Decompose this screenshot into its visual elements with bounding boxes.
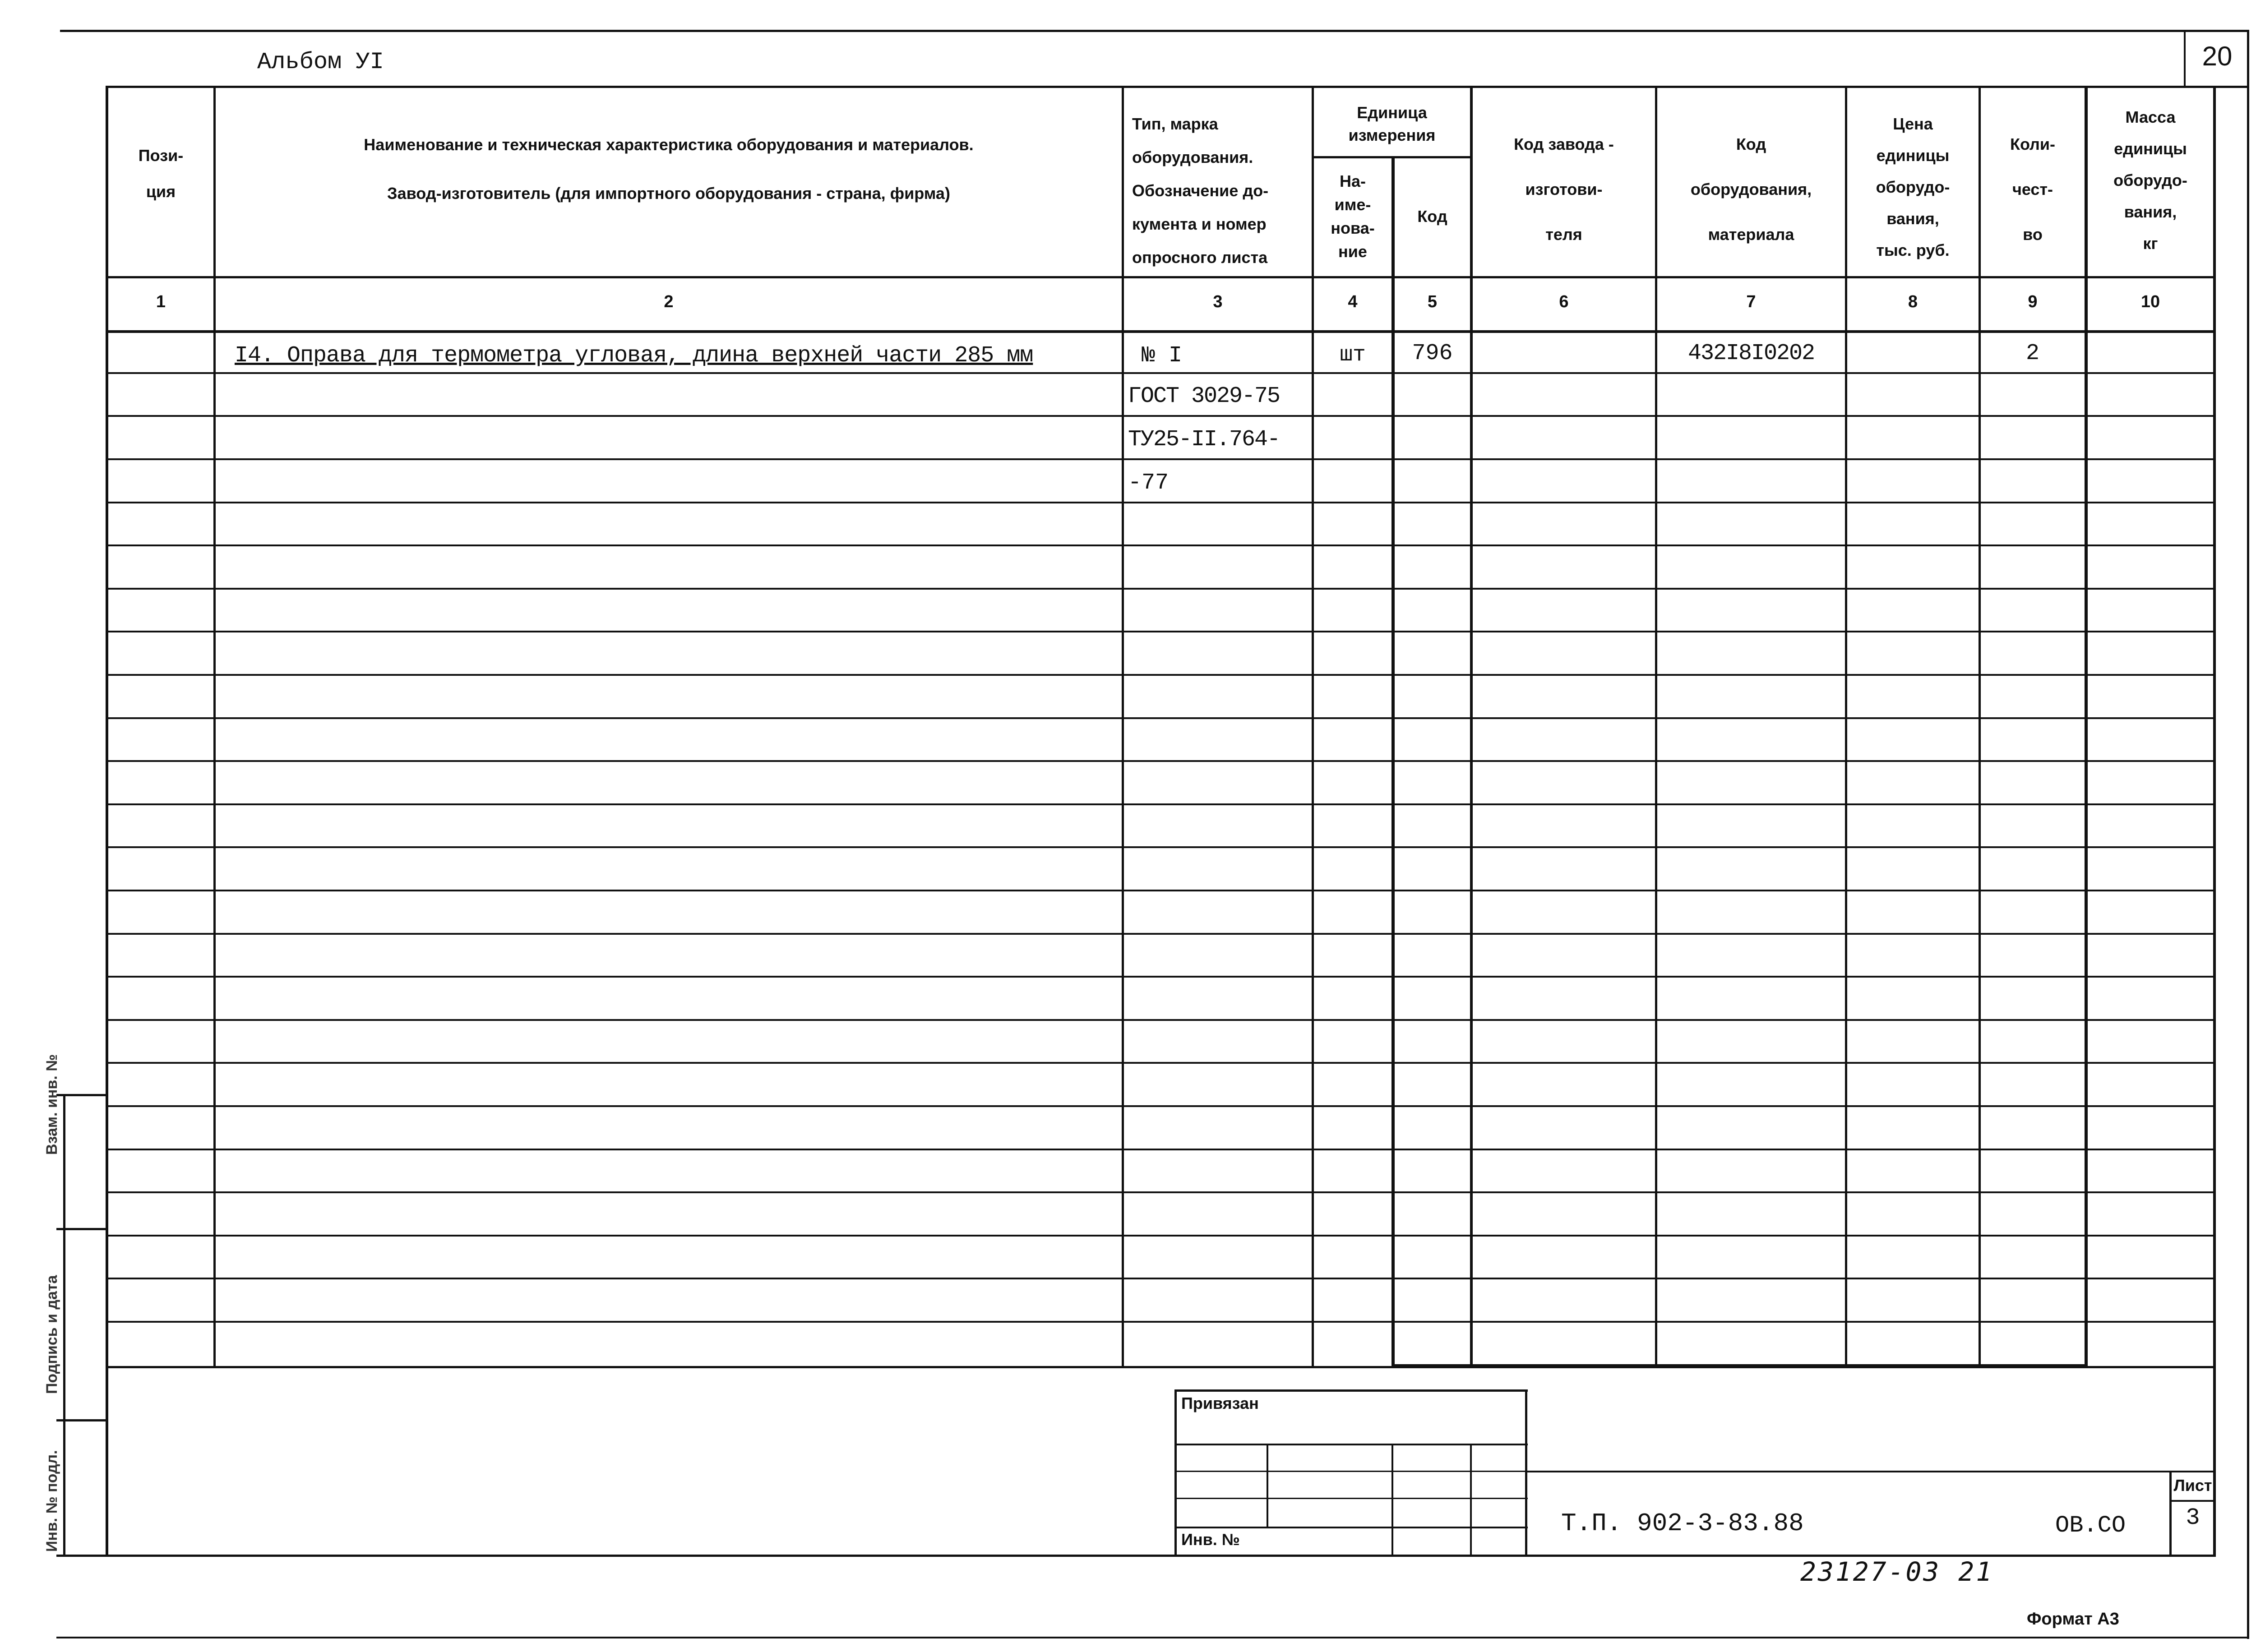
bound-box-row-1 xyxy=(1174,1444,1528,1445)
colnum-7: 7 xyxy=(1746,292,1756,311)
sheet-label: Лист xyxy=(2173,1476,2212,1495)
table-right-border xyxy=(2213,86,2216,1556)
colnum-3: 3 xyxy=(1213,292,1223,311)
header-text: единицы xyxy=(1876,146,1950,165)
item-type-mark-line-1: № I xyxy=(1142,343,1183,369)
doc-code: Т.П. 902-3-83.88 xyxy=(1561,1509,1804,1538)
item-unit-name: шт xyxy=(1340,343,1366,367)
sheet-number: 3 xyxy=(2186,1504,2200,1531)
header-text: тыс. руб. xyxy=(1876,241,1950,259)
item-equipment-code: 432I8I0202 xyxy=(1687,341,1815,366)
item-type-mark-line-2: ГОСТ 3029-75 xyxy=(1128,383,1280,409)
header-text: изготови- xyxy=(1525,180,1603,198)
bound-box-right xyxy=(1525,1389,1527,1556)
header-equipment-code xyxy=(1657,113,1845,266)
bound-box-row-3 xyxy=(1174,1498,1528,1499)
side-label-signature-date xyxy=(43,1204,61,1394)
header-text: кумента и номер xyxy=(1132,215,1267,233)
unit-group-divider xyxy=(1313,156,1471,158)
header-text: Масса xyxy=(2125,108,2176,126)
colnum-8: 8 xyxy=(1908,292,1918,311)
frame-top-line xyxy=(60,30,2249,32)
header-text: чест- xyxy=(2012,180,2053,198)
col-divider-3 xyxy=(1312,86,1314,1367)
header-text: ние xyxy=(1338,242,1367,261)
colnum-4: 4 xyxy=(1348,292,1358,311)
row-line xyxy=(106,502,2214,503)
col-divider-9 xyxy=(2085,86,2088,1367)
header-text: кг xyxy=(2143,234,2158,253)
frame-right-line xyxy=(2247,30,2249,1639)
bound-box-col-1 xyxy=(1267,1444,1268,1527)
header-unit-code xyxy=(1395,162,1470,271)
doc-suffix: ОВ.СО xyxy=(2055,1512,2126,1539)
header-text: оборудо- xyxy=(1876,178,1950,196)
row-line xyxy=(106,890,2214,891)
inv-label: Инв. № xyxy=(1181,1530,1240,1549)
col-divider-2 xyxy=(1122,86,1124,1367)
bound-box-left xyxy=(1174,1389,1177,1556)
colnum-bottom-border xyxy=(106,330,2214,333)
thick-box-bottom xyxy=(1392,1364,2087,1368)
table-top-border xyxy=(106,86,2249,88)
header-text: вания, xyxy=(1886,209,1939,228)
header-text: ция xyxy=(146,182,176,201)
header-text: Код xyxy=(1736,135,1766,153)
header-price xyxy=(1847,104,1979,271)
header-text: вания, xyxy=(2124,203,2177,221)
row-line xyxy=(106,1062,2214,1064)
frame-bottom-line xyxy=(56,1637,2249,1638)
row-line xyxy=(106,1321,2214,1323)
row-line xyxy=(106,545,2214,546)
item-unit-code: 796 xyxy=(1412,341,1453,366)
header-text: Обозначение до- xyxy=(1132,181,1269,200)
header-text: име- xyxy=(1334,195,1371,214)
col-divider-6 xyxy=(1655,86,1657,1367)
side-label-replace-inv xyxy=(43,1021,61,1155)
corner-box-left xyxy=(2184,30,2186,88)
row-line xyxy=(106,976,2214,978)
doc-area-top xyxy=(1526,1471,2214,1472)
header-unit-name xyxy=(1314,162,1392,271)
bound-label: Привязан xyxy=(1181,1394,1259,1412)
colnum-6: 6 xyxy=(1559,292,1569,311)
header-text: Тип, марка xyxy=(1132,115,1218,133)
col-divider-7 xyxy=(1845,86,1847,1367)
header-unit-group xyxy=(1314,95,1470,153)
header-type-mark xyxy=(1124,106,1312,275)
colnum-1: 1 xyxy=(156,292,166,311)
row-line xyxy=(106,372,2214,374)
header-text: Пози- xyxy=(138,146,184,165)
header-text: Завод-изготовитель (для импортного оборудования - страна, фирма) xyxy=(387,184,950,203)
row-line xyxy=(106,933,2214,935)
row-line xyxy=(106,631,2214,632)
col-divider-5 xyxy=(1470,86,1473,1367)
row-line xyxy=(106,415,2214,417)
row-line xyxy=(106,1278,2214,1279)
bound-box-col-3 xyxy=(1470,1444,1472,1556)
header-text: во xyxy=(2023,225,2043,244)
colnum-2: 2 xyxy=(664,292,674,311)
col-divider-8 xyxy=(1979,86,1981,1367)
row-line xyxy=(106,717,2214,719)
side-strip-text: Подпись и дата xyxy=(43,1275,60,1394)
row-line xyxy=(106,1235,2214,1237)
header-text: нова- xyxy=(1331,219,1375,237)
row-line xyxy=(106,1191,2214,1193)
col-divider-1 xyxy=(213,86,216,1367)
header-text: Код xyxy=(1417,207,1447,226)
header-quantity xyxy=(1981,113,2085,266)
item-quantity: 2 xyxy=(2025,341,2039,366)
header-text: Коли- xyxy=(2010,135,2056,153)
album-title: Альбом УI xyxy=(257,49,384,75)
row-line xyxy=(106,588,2214,590)
row-line xyxy=(106,1149,2214,1150)
handwritten-number: 23127-03 21 xyxy=(1800,1556,1994,1587)
bound-box-row-2 xyxy=(1174,1471,1528,1472)
sheet-box-mid xyxy=(2169,1500,2214,1502)
header-text: измерения xyxy=(1348,126,1436,144)
header-bottom-border xyxy=(106,276,2214,278)
header-text: единицы xyxy=(2114,139,2187,158)
row-line xyxy=(106,846,2214,848)
side-strip-text: Инв. № подл. xyxy=(43,1450,60,1552)
item-type-mark-line-3: ТУ25-II.764- xyxy=(1128,427,1280,452)
header-text: Код завода - xyxy=(1514,135,1614,153)
bound-box-col-2 xyxy=(1392,1444,1393,1556)
side-strip-inner xyxy=(63,1094,65,1557)
row-line xyxy=(106,803,2214,805)
header-text: оборудо- xyxy=(2113,171,2187,189)
row-line xyxy=(106,1019,2214,1021)
item-type-mark-line-4: -77 xyxy=(1128,470,1169,496)
header-text: На- xyxy=(1339,172,1366,190)
row-line xyxy=(106,458,2214,460)
item-name: I4. Оправа для термометра угловая, длина верхней части 285 мм xyxy=(235,343,1033,369)
row-line xyxy=(106,1105,2214,1107)
header-text: материала xyxy=(1708,225,1794,244)
header-position xyxy=(108,135,213,212)
colnum-9: 9 xyxy=(2028,292,2038,311)
header-text: оборудования. xyxy=(1132,148,1253,166)
header-text: Наименование и техническая характеристика оборудования и материалов. xyxy=(364,135,974,154)
bound-box-top xyxy=(1174,1389,1528,1392)
header-mass xyxy=(2088,95,2213,266)
header-name xyxy=(216,126,1122,212)
header-text: Единица xyxy=(1357,103,1427,122)
header-text: Цена xyxy=(1893,115,1933,133)
sheet-corner-number: 20 xyxy=(2202,41,2233,71)
row-line xyxy=(106,674,2214,676)
colnum-10: 10 xyxy=(2140,292,2160,311)
side-label-orig-inv xyxy=(43,1418,61,1552)
header-factory-code xyxy=(1473,113,1655,266)
header-text: теля xyxy=(1545,225,1582,244)
colnum-5: 5 xyxy=(1427,292,1438,311)
header-text: опросного листа xyxy=(1132,248,1268,267)
bound-box-row-4 xyxy=(1174,1527,1528,1528)
header-text: оборудования, xyxy=(1690,180,1812,198)
format-label: Формат А3 xyxy=(2027,1610,2119,1629)
side-strip-text: Взам. инв. № xyxy=(43,1054,60,1155)
row-line xyxy=(106,760,2214,762)
